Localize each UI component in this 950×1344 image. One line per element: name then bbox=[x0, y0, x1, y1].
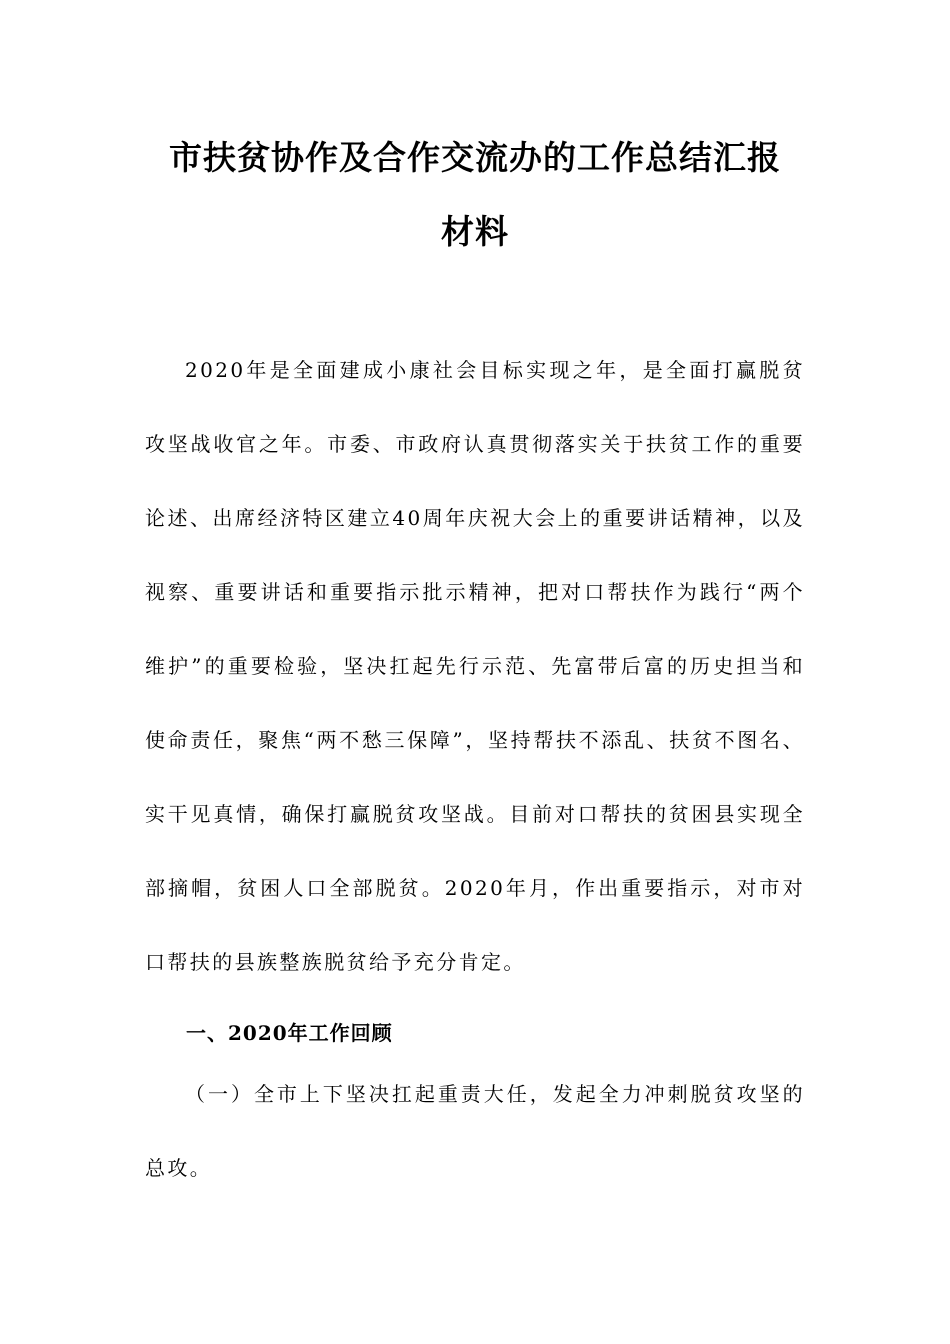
document-title-line-2: 材料 bbox=[441, 212, 509, 251]
intro-paragraph: 2020年是全面建成小康社会目标实现之年，是全面打赢脱贫攻坚战收官之年。市委、市政府认真贯彻落实关于扶贫工作的重要论述、出席经济特区建立40周年庆祝大会上的重要讲话精神，以及视察、重要讲话和重要指示批示精神，把对口帮扶作为践行“两个维护”的重要检验，坚决扛起先行示范、先富带后富的历史担当和使命责任，聚焦“两不愁三保障”，坚持帮扶不添乱、扶贫不图名、实干见真情，确保打赢脱贫攻坚战。目前对口帮扶的贫困县实现全部摘帽，贫困人口全部脱贫。2020年月，作出重要指示，对市对口帮扶的县族整族脱贫给予充分肯定。 bbox=[145, 358, 805, 974]
subsection-paragraph-1: （一）全市上下坚决扛起重责大任，发起全力冲刺脱贫攻坚的总攻。 bbox=[145, 1082, 805, 1180]
document-title-line-1: 市扶贫协作及合作交流办的工作总结汇报 bbox=[169, 138, 781, 177]
section-heading-work-review: 一、2020年工作回顾 bbox=[186, 1021, 393, 1045]
